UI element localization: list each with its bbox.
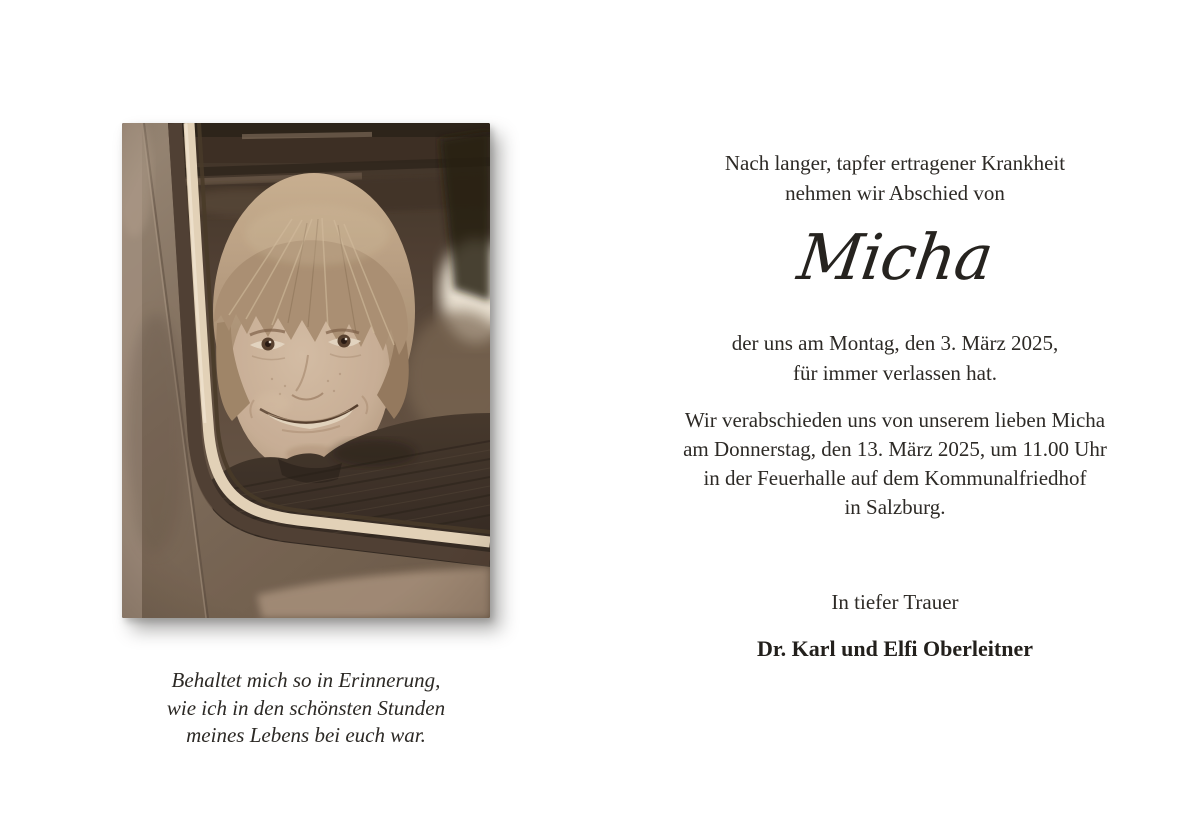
farewell-line: am Donnerstag, den 13. März 2025, um 11.00 Uhr	[683, 437, 1107, 461]
mourning-line: In tiefer Trauer	[831, 590, 959, 614]
family-names: Dr. Karl und Elfi Oberleitner	[756, 636, 1033, 661]
obituary-intro	[600, 148, 1190, 208]
farewell-line: in der Feuerhalle auf dem Kommunalfriedhof	[703, 466, 1087, 490]
quote-line: wie ich in den schönsten Stunden	[166, 695, 446, 720]
intro-line: Nach langer, tapfer ertragener Krankheit	[724, 151, 1066, 175]
remembrance-quote	[106, 667, 506, 750]
quote-line: meines Lebens bei euch war.	[186, 723, 426, 747]
passing-line: der uns am Montag, den 3. März 2025,	[731, 331, 1059, 355]
deceased-name: Micha	[793, 221, 997, 294]
memorial-photo	[122, 123, 490, 618]
farewell-line: Wir verabschieden uns von unserem lieben Micha	[684, 408, 1106, 432]
passing-line: für immer verlassen hat.	[792, 361, 998, 385]
obituary-text	[600, 0, 1190, 835]
obituary-farewell	[600, 406, 1190, 522]
boy-window-photo-illustration	[122, 123, 490, 618]
intro-line: nehmen wir Abschied von	[785, 181, 1005, 205]
quote-line: Behaltet mich so in Erinnerung,	[171, 668, 441, 692]
obituary-passing	[600, 328, 1190, 388]
farewell-line: in Salzburg.	[844, 495, 946, 519]
